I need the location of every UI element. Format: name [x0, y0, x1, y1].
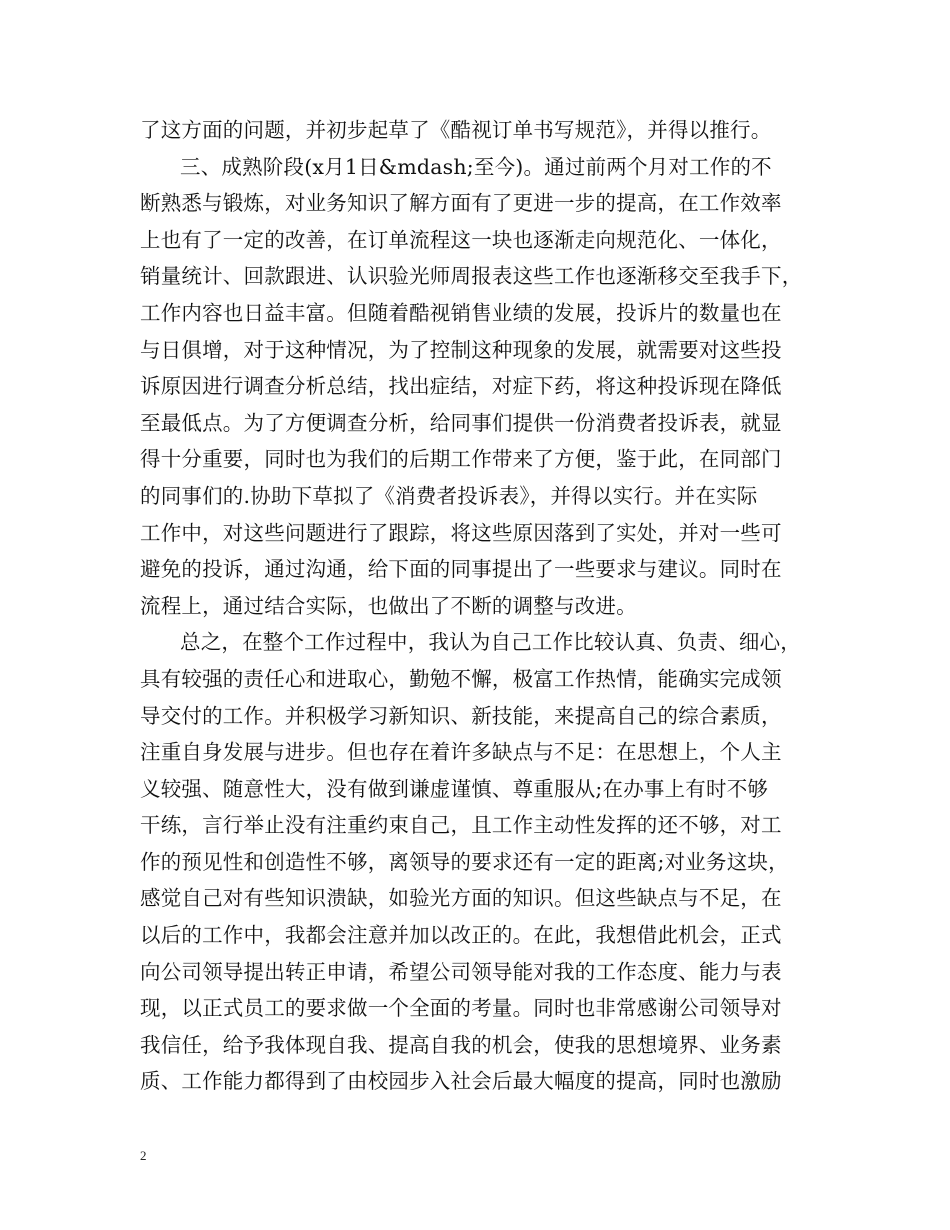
text-line: 感觉自己对有些知识溃缺，如验光方面的知识。但这些缺点与不足，在	[140, 886, 782, 911]
text-line: 注重自身发展与进步。但也存在着许多缺点与不足：在思想上，个人主	[140, 740, 782, 765]
text-line: 断熟悉与锻炼，对业务知识了解方面有了更进一步的提高，在工作效率	[140, 191, 782, 216]
page-number: 2	[140, 1148, 147, 1163]
text-line: 了这方面的问题，并初步起草了《酷视订单书写规范》，并得以推行。	[140, 118, 772, 142]
text-line: 现，以正式员工的要求做一个全面的考量。同时也非常感谢公司领导对	[140, 996, 782, 1021]
document-body	[140, 112, 816, 1100]
text-line: 导交付的工作。并积极学习新知识、新技能，来提高自己的综合素质，	[140, 703, 782, 728]
text-line: 工作中，对这些问题进行了跟踪，将这些原因落到了实处，并对一些可	[140, 520, 782, 545]
text-line: 销量统计、回款跟进、认识验光师周报表这些工作也逐渐移交至我手下，	[140, 264, 803, 289]
text-line: 干练，言行举止没有注重约束自己，且工作主动性发挥的还不够，对工	[140, 813, 782, 838]
paragraph-start-line: 三、成熟阶段(x月1日&mdash;至今)。通过前两个月对工作的不	[180, 154, 772, 179]
text-line: 的同事们的.协助下草拟了《消费者投诉表》，并得以实行。并在实际	[140, 483, 758, 508]
text-line: 上也有了一定的改善，在订单流程这一块也逐渐走向规范化、一体化，	[140, 227, 782, 252]
text-line: 以后的工作中，我都会注意并加以改正的。在此，我想借此机会，正式	[140, 923, 782, 948]
text-line: 义较强、随意性大，没有做到谦虚谨慎、尊重服从;在办事上有时不够	[140, 776, 769, 801]
text-line: 向公司领导提出转正申请，希望公司领导能对我的工作态度、能力与表	[140, 959, 782, 984]
text-line: 具有较强的责任心和进取心，勤勉不懈，极富工作热情，能确实完成领	[140, 666, 782, 691]
text-line: 得十分重要，同时也为我们的后期工作带来了方便，鉴于此，在同部门	[140, 447, 782, 472]
text-line: 流程上，通过结合实际，也做出了不断的调整与改进。	[140, 593, 637, 618]
text-line: 至最低点。为了方便调查分析，给同事们提供一份消费者投诉表，就显	[140, 410, 782, 435]
text-line: 诉原因进行调查分析总结，找出症结，对症下药，将这种投诉现在降低	[140, 374, 782, 399]
text-line: 工作内容也日益丰富。但随着酷视销售业绩的发展，投诉片的数量也在	[140, 300, 782, 325]
text-line: 与日俱增，对于这种情况，为了控制这种现象的发展，就需要对这些投	[140, 337, 782, 362]
text-line: 质、工作能力都得到了由校园步入社会后最大幅度的提高，同时也激励	[140, 1069, 782, 1094]
text-line: 我信任，给予我体现自我、提高自我的机会，使我的思想境界、业务素	[140, 1032, 782, 1057]
paragraph-start-line: 总之，在整个工作过程中，我认为自己工作比较认真、负责、细心，	[180, 630, 801, 655]
text-line: 避免的投诉，通过沟通，给下面的同事提出了一些要求与建议。同时在	[140, 557, 782, 582]
text-line: 作的预见性和创造性不够，离领导的要求还有一定的距离;对业务这块，	[140, 849, 789, 874]
